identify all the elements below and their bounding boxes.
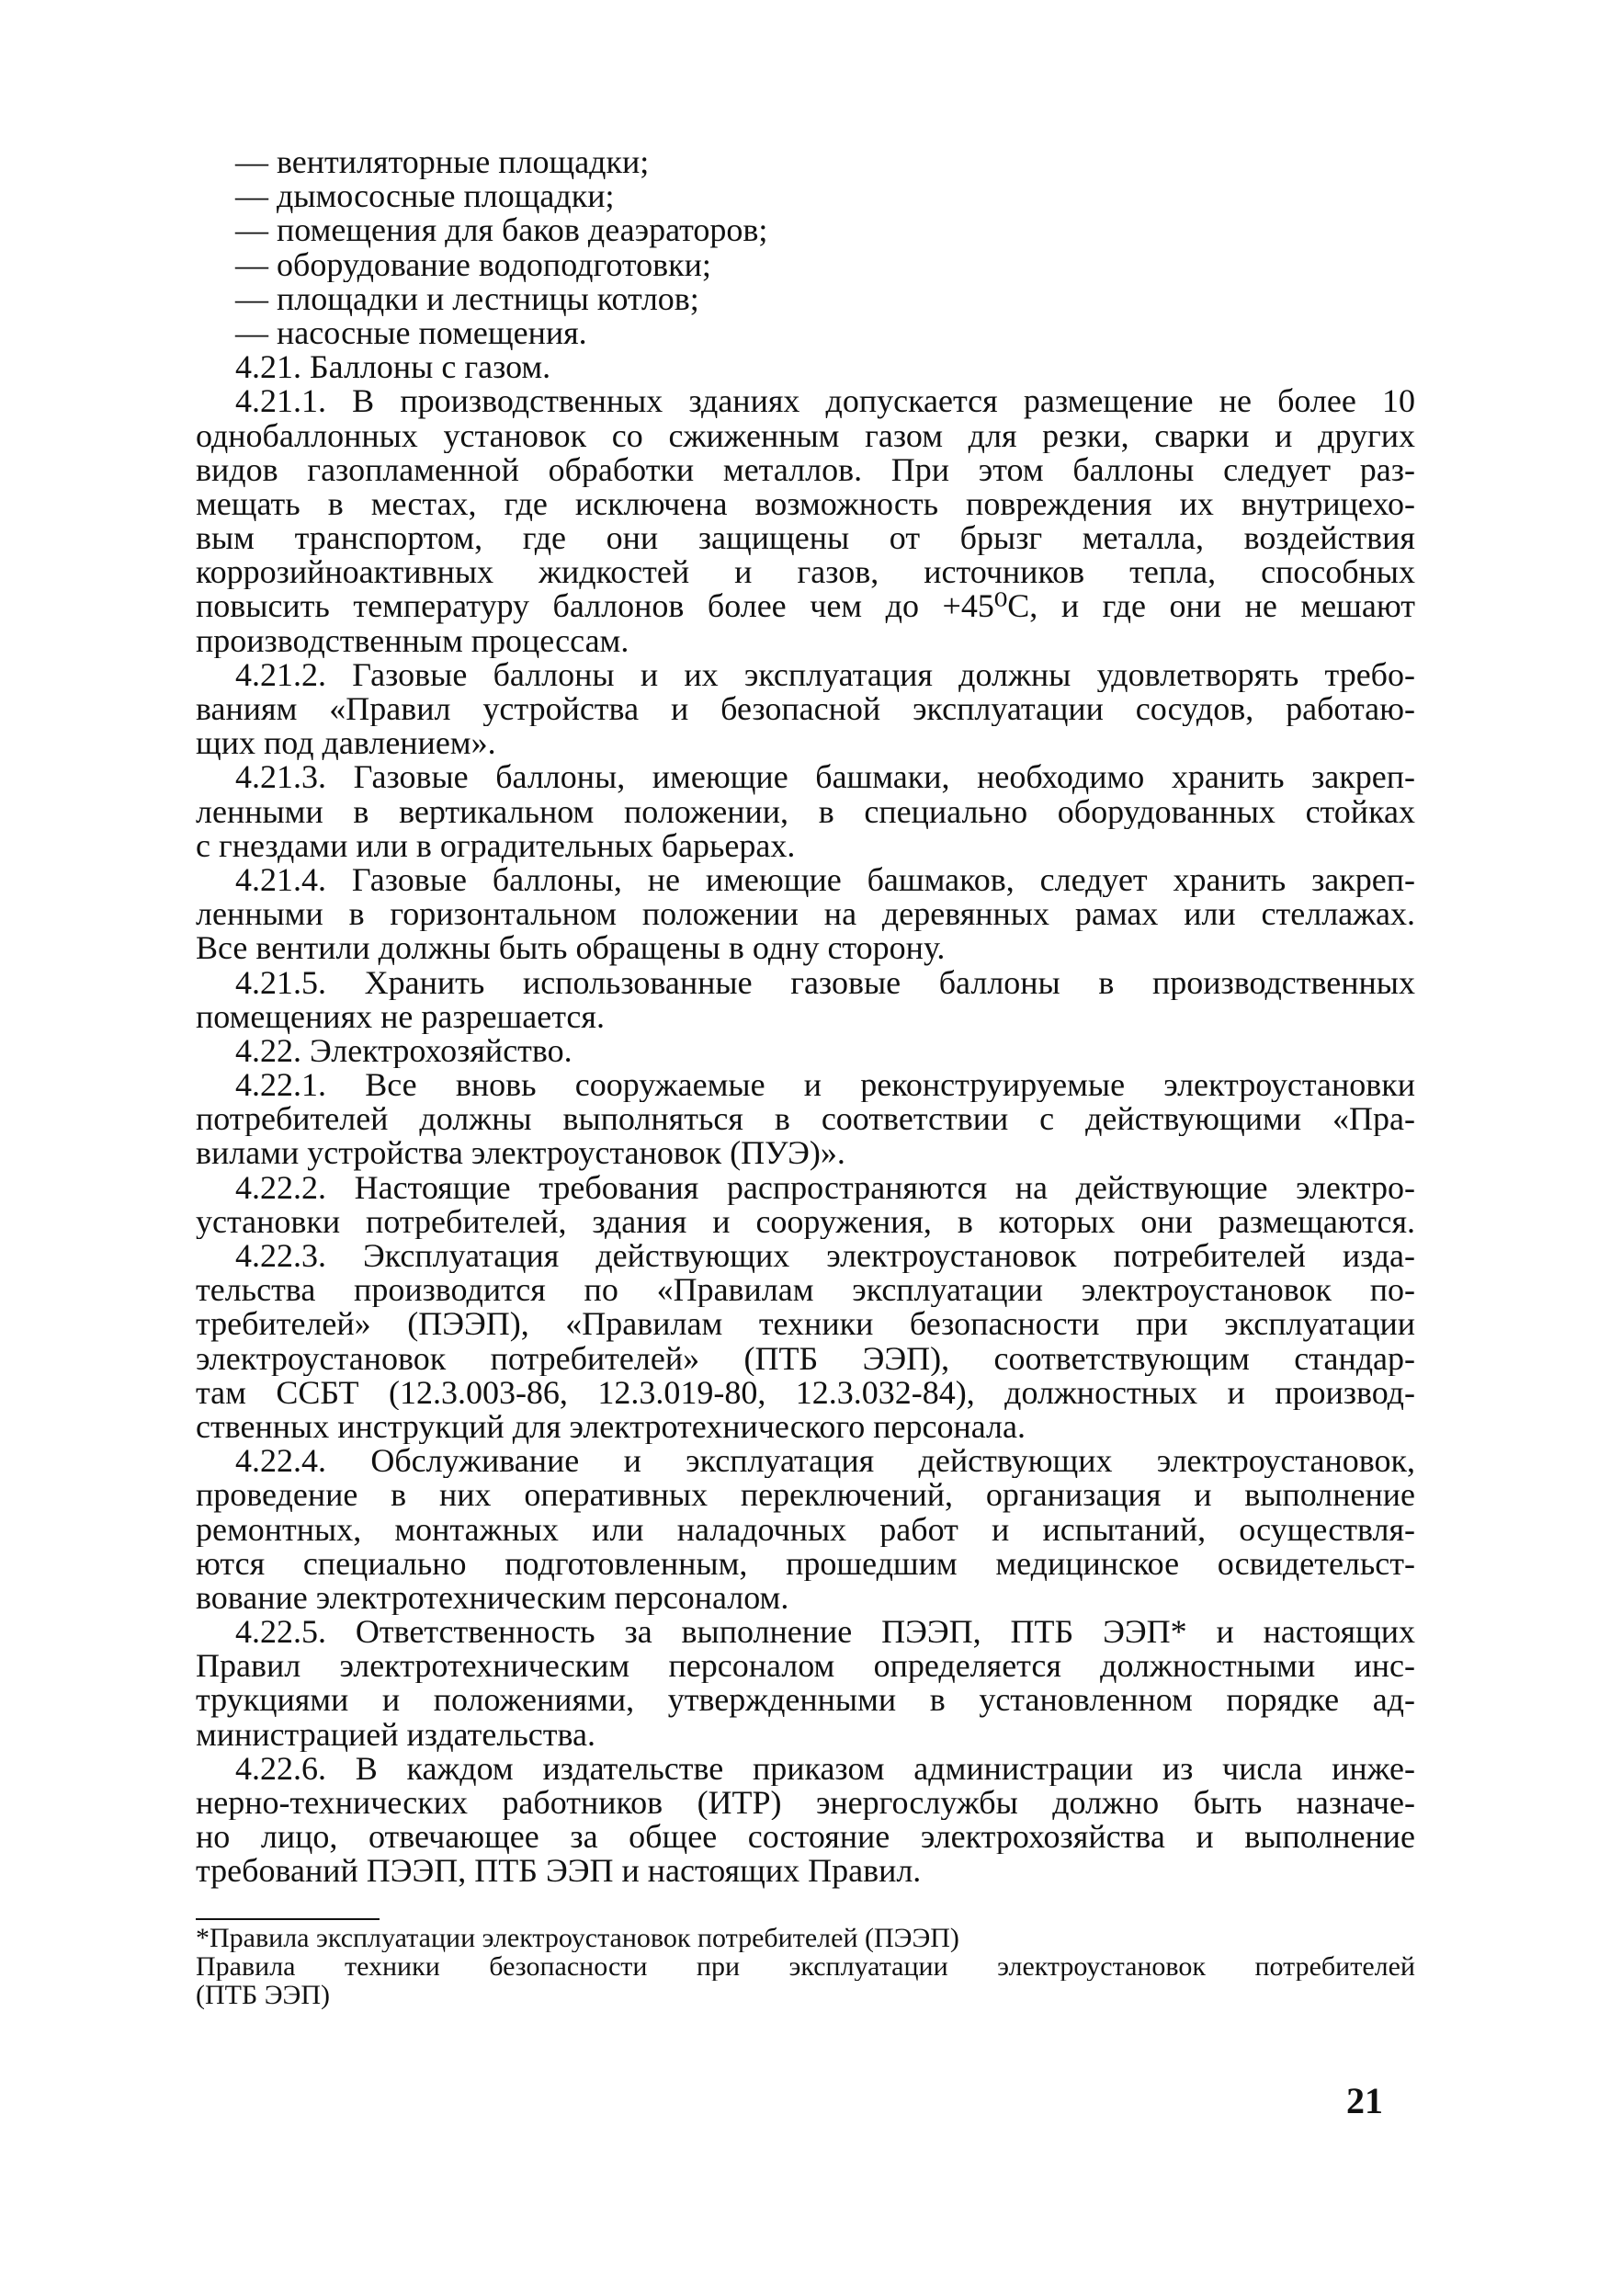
text-line: 4.21.2. Газовые баллоны и их эксплуатация должны удовлетворять требо-	[235, 657, 1415, 692]
text-line: 4.21. Баллоны с газом.	[235, 350, 551, 385]
footnote-rule	[196, 1918, 380, 1920]
text-line: требителей» (ПЭЭП), «Правилам техники безопасности при эксплуатации	[196, 1307, 1415, 1342]
text-line: 4.21.3. Газовые баллоны, имеющие башмаки, необходимо хранить закреп-	[235, 760, 1415, 795]
text-line: ленными в вертикальном положении, в специально оборудованных стойках	[196, 794, 1415, 829]
text-line: ственных инструкций для электротехнического персонала.	[196, 1409, 1026, 1445]
text-line: там ССБТ (12.3.003-86, 12.3.019-80, 12.3.032-84), должностных и производ-	[196, 1375, 1415, 1410]
text-line: щих под давлением».	[196, 726, 496, 761]
text-line: потребителей должны выполняться в соответствии с действующими «Пра-	[196, 1102, 1415, 1137]
text-line: видов газопламенной обработки металлов. При этом баллоны следует раз-	[196, 452, 1415, 487]
text-line: тельства производится по «Правилам эксплуатации электроустановок по-	[196, 1273, 1415, 1308]
text-line: — оборудование водоподготовки;	[235, 247, 711, 282]
text-line: — дымососные площадки;	[235, 179, 615, 214]
page-number: 21	[1346, 2080, 1383, 2121]
footnote-line: (ПТБ ЭЭП)	[196, 1981, 330, 2009]
text-line: установки потребителей, здания и сооружения, в которых они размещаются.	[196, 1204, 1415, 1239]
footnotes	[196, 1918, 1415, 2009]
text-line: производственным процессам.	[196, 623, 629, 658]
text-line: 4.22.6. В каждом издательстве приказом администрации из числа инже-	[235, 1751, 1415, 1786]
text-line: электроустановок потребителей» (ПТБ ЭЭП), соответствующим стандар-	[196, 1341, 1415, 1376]
footnote-lines	[196, 1924, 1415, 2009]
text-line: 4.21.1. В производственных зданиях допускается размещение не более 10	[235, 384, 1415, 419]
text-line: 4.22.5. Ответственность за выполнение ПЭЭП, ПТБ ЭЭП* и настоящих	[235, 1615, 1415, 1650]
text-line: ремонтных, монтажных или наладочных работ и испытаний, осуществля-	[196, 1512, 1415, 1547]
text-line: вование электротехническим персоналом.	[196, 1580, 789, 1616]
text-line: ленными в горизонтальном положении на деревянных рамах или стеллажах.	[196, 897, 1415, 932]
footnote-line: *Правила эксплуатации электроустановок потребителей (ПЭЭП)	[196, 1924, 959, 1952]
text-line: ются специально подготовленным, прошедшим медицинское освидетельст-	[196, 1546, 1415, 1581]
text-line: повысить температуру баллонов более чем до +45⁰С, и где они не мешают	[196, 589, 1415, 624]
text-line: но лицо, отвечающее за общее состояние электрохозяйства и выполнение	[196, 1820, 1415, 1855]
text-line: Все вентили должны быть обращены в одну сторону.	[196, 931, 946, 966]
text-line: 4.22.3. Эксплуатация действующих электроустановок потребителей изда-	[235, 1239, 1415, 1274]
text-line: однобаллонных установок со сжиженным газом для резки, сварки и других	[196, 418, 1415, 453]
text-line: трукциями и положениями, утвержденными в установленном порядке ад-	[196, 1683, 1415, 1718]
text-line: 4.22.2. Настоящие требования распространяются на действующие электро-	[235, 1170, 1415, 1205]
document-body	[196, 145, 1415, 1889]
text-line: вым транспортом, где они защищены от брызг металла, воздействия	[196, 521, 1415, 556]
text-line: вилами устройства электроустановок (ПУЭ)».	[196, 1136, 845, 1171]
text-line: — насосные помещения.	[235, 315, 587, 351]
text-line: ваниям «Правил устройства и безопасной эксплуатации сосудов, работаю-	[196, 692, 1415, 727]
footnote-line: Правила техники безопасности при эксплуатации электроустановок потребителей	[196, 1952, 1415, 1981]
text-line: министрацией издательства.	[196, 1717, 595, 1752]
text-line: 4.21.5. Хранить использованные газовые баллоны в производственных	[235, 965, 1415, 1000]
text-line: — помещения для баков деаэраторов;	[235, 213, 768, 248]
text-line: — площадки и лестницы котлов;	[235, 281, 699, 316]
text-line: 4.22.4. Обслуживание и эксплуатация действующих электроустановок,	[235, 1444, 1415, 1479]
text-line: Правил электротехническим персоналом определяется должностными инс-	[196, 1649, 1415, 1684]
text-line: мещать в местах, где исключена возможность повреждения их внутрицехо-	[196, 486, 1415, 522]
text-line: требований ПЭЭП, ПТБ ЭЭП и настоящих Правил.	[196, 1854, 922, 1889]
text-line: — вентиляторные площадки;	[235, 145, 650, 180]
text-line: нерно-технических работников (ИТР) энергослужбы должно быть назначе-	[196, 1786, 1415, 1821]
text-line: 4.21.4. Газовые баллоны, не имеющие башмаков, следует хранить закреп-	[235, 862, 1415, 898]
text-line: с гнездами или в оградительных барьерах.	[196, 828, 796, 863]
text-line: 4.22. Электрохозяйство.	[235, 1033, 573, 1069]
text-line: коррозийноактивных жидкостей и газов, источников тепла, способных	[196, 555, 1415, 590]
text-line: проведение в них оперативных переключений, организация и выполнение	[196, 1478, 1415, 1513]
text-line: помещениях не разрешается.	[196, 999, 605, 1034]
text-line: 4.22.1. Все вновь сооружаемые и реконструируемые электроустановки	[235, 1068, 1415, 1103]
